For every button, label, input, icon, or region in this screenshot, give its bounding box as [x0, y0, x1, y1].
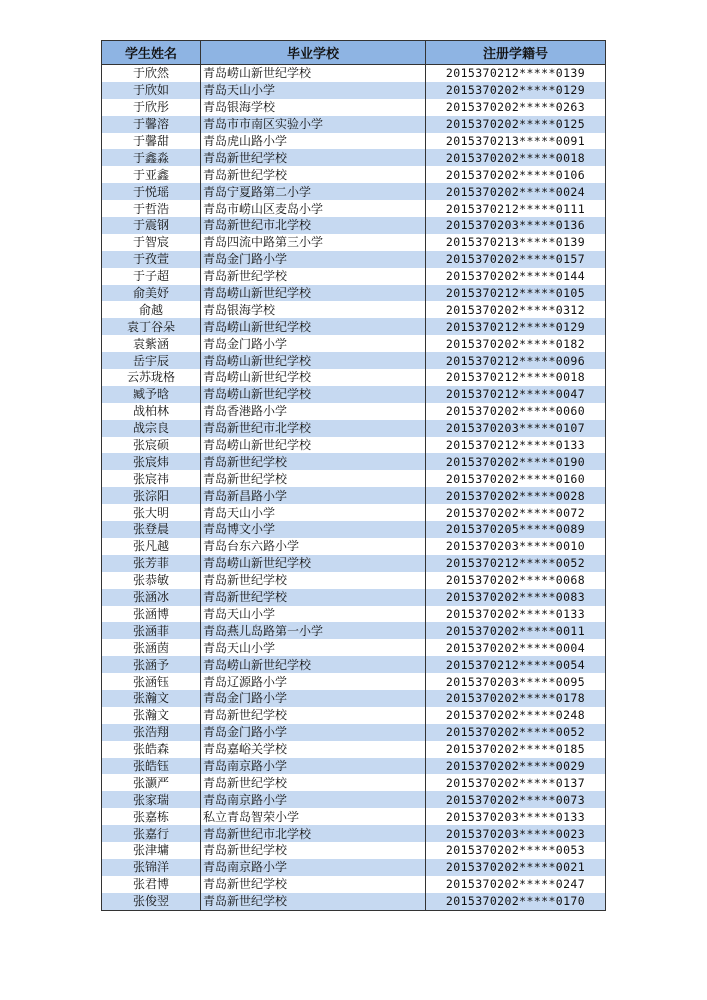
school-cell: 青岛南京路小学: [201, 859, 426, 876]
school-cell: 青岛新世纪市北学校: [201, 825, 426, 842]
student-name-cell: 张瀚文: [102, 690, 201, 707]
school-cell: 青岛市市南区实验小学: [201, 116, 426, 133]
registration-number-cell: 2015370202*****0247: [426, 876, 606, 893]
table-row: [102, 673, 606, 690]
table-row: [102, 386, 606, 403]
registration-number-cell: 2015370203*****0010: [426, 538, 606, 555]
table-row: [102, 808, 606, 825]
school-cell: 青岛崂山新世纪学校: [201, 352, 426, 369]
school-cell: 青岛博文小学: [201, 521, 426, 538]
registration-number-cell: 2015370202*****0011: [426, 622, 606, 639]
table-row: [102, 65, 606, 82]
registration-number-cell: 2015370212*****0018: [426, 369, 606, 386]
student-name-cell: 张君博: [102, 876, 201, 893]
school-cell: 青岛南京路小学: [201, 791, 426, 808]
table-row: [102, 639, 606, 656]
registration-number-cell: 2015370202*****0021: [426, 859, 606, 876]
student-name-cell: 于馨甜: [102, 133, 201, 150]
registration-number-cell: 2015370202*****0263: [426, 99, 606, 116]
registration-number-cell: 2015370202*****0072: [426, 504, 606, 521]
registration-number-cell: 2015370202*****0190: [426, 453, 606, 470]
table-row: [102, 99, 606, 116]
registration-number-cell: 2015370202*****0052: [426, 724, 606, 741]
registration-number-cell: 2015370212*****0047: [426, 386, 606, 403]
student-table-sheet: [101, 40, 605, 911]
school-cell: 青岛崂山新世纪学校: [201, 369, 426, 386]
school-cell: 青岛市崂山区麦岛小学: [201, 200, 426, 217]
table-body: [102, 65, 606, 911]
table-row: [102, 352, 606, 369]
school-cell: 青岛四流中路第三小学: [201, 234, 426, 251]
registration-number-cell: 2015370202*****0018: [426, 149, 606, 166]
table-row: [102, 842, 606, 859]
table-row: [102, 200, 606, 217]
student-name-cell: 于亚鑫: [102, 166, 201, 183]
student-name-cell: 俞美妤: [102, 285, 201, 302]
table-row: [102, 690, 606, 707]
student-name-cell: 于智宸: [102, 234, 201, 251]
student-name-cell: 张俊翌: [102, 893, 201, 910]
table-row: [102, 589, 606, 606]
registration-number-cell: 2015370202*****0178: [426, 690, 606, 707]
table-row: [102, 622, 606, 639]
school-cell: 青岛崂山新世纪学校: [201, 656, 426, 673]
student-name-cell: 于欣如: [102, 82, 201, 99]
student-name-cell: 于鑫淼: [102, 149, 201, 166]
header-student-name: 学生姓名: [102, 41, 201, 65]
student-name-cell: 袁紫涵: [102, 335, 201, 352]
table-row: [102, 707, 606, 724]
school-cell: 青岛银海学校: [201, 99, 426, 116]
header-registration-number: 注册学籍号: [426, 41, 606, 65]
registration-number-cell: 2015370202*****0144: [426, 268, 606, 285]
table-row: [102, 606, 606, 623]
student-name-cell: 张灏严: [102, 774, 201, 791]
student-name-cell: 张涵钰: [102, 673, 201, 690]
school-cell: 青岛香港路小学: [201, 403, 426, 420]
school-cell: 青岛崂山新世纪学校: [201, 65, 426, 82]
registration-number-cell: 2015370202*****0060: [426, 403, 606, 420]
student-name-cell: 张涵冰: [102, 589, 201, 606]
school-cell: 青岛新世纪学校: [201, 589, 426, 606]
student-name-cell: 张恭敏: [102, 572, 201, 589]
table-row: [102, 791, 606, 808]
table-row: [102, 133, 606, 150]
header-graduate-school: 毕业学校: [201, 41, 426, 65]
table-row: [102, 268, 606, 285]
registration-number-cell: 2015370212*****0133: [426, 437, 606, 454]
school-cell: 青岛新昌路小学: [201, 487, 426, 504]
student-name-cell: 于哲浩: [102, 200, 201, 217]
registration-number-cell: 2015370202*****0028: [426, 487, 606, 504]
table-row: [102, 470, 606, 487]
student-name-cell: 张津墉: [102, 842, 201, 859]
table-row: [102, 335, 606, 352]
registration-number-cell: 2015370212*****0129: [426, 318, 606, 335]
registration-number-cell: 2015370212*****0054: [426, 656, 606, 673]
school-cell: 青岛崂山新世纪学校: [201, 437, 426, 454]
table-row: [102, 656, 606, 673]
student-name-cell: 张涵茵: [102, 639, 201, 656]
school-cell: 青岛新世纪学校: [201, 166, 426, 183]
student-name-cell: 俞越: [102, 301, 201, 318]
registration-number-cell: 2015370202*****0004: [426, 639, 606, 656]
registration-number-cell: 2015370202*****0170: [426, 893, 606, 910]
registration-number-cell: 2015370203*****0023: [426, 825, 606, 842]
student-name-cell: 张宸炜: [102, 453, 201, 470]
registration-number-cell: 2015370202*****0137: [426, 774, 606, 791]
school-cell: 青岛新世纪学校: [201, 893, 426, 910]
registration-number-cell: 2015370202*****0083: [426, 589, 606, 606]
student-name-cell: 于馨溶: [102, 116, 201, 133]
student-name-cell: 张嘉行: [102, 825, 201, 842]
table-row: [102, 538, 606, 555]
student-name-cell: 臧予晗: [102, 386, 201, 403]
registration-number-cell: 2015370202*****0182: [426, 335, 606, 352]
school-cell: 私立青岛智荣小学: [201, 808, 426, 825]
school-cell: 青岛金门路小学: [201, 724, 426, 741]
student-name-cell: 张嘉栋: [102, 808, 201, 825]
registration-number-cell: 2015370202*****0053: [426, 842, 606, 859]
student-name-cell: 战柏林: [102, 403, 201, 420]
school-cell: 青岛天山小学: [201, 82, 426, 99]
table-row: [102, 724, 606, 741]
school-cell: 青岛新世纪学校: [201, 149, 426, 166]
table-row: [102, 166, 606, 183]
table-row: [102, 893, 606, 910]
registration-number-cell: 2015370202*****0133: [426, 606, 606, 623]
student-name-cell: 张登晨: [102, 521, 201, 538]
registration-number-cell: 2015370203*****0095: [426, 673, 606, 690]
school-cell: 青岛嘉峪关学校: [201, 741, 426, 758]
registration-number-cell: 2015370213*****0139: [426, 234, 606, 251]
table-header-row: [102, 41, 606, 65]
school-cell: 青岛崂山新世纪学校: [201, 386, 426, 403]
table-row: [102, 403, 606, 420]
registration-number-cell: 2015370202*****0185: [426, 741, 606, 758]
registration-number-cell: 2015370202*****0068: [426, 572, 606, 589]
school-cell: 青岛崂山新世纪学校: [201, 318, 426, 335]
school-cell: 青岛南京路小学: [201, 758, 426, 775]
registration-number-cell: 2015370212*****0052: [426, 555, 606, 572]
student-name-cell: 张锦洋: [102, 859, 201, 876]
table-row: [102, 741, 606, 758]
table-row: [102, 758, 606, 775]
school-cell: 青岛新世纪学校: [201, 774, 426, 791]
table-row: [102, 217, 606, 234]
school-cell: 青岛新世纪市北学校: [201, 217, 426, 234]
school-cell: 青岛新世纪学校: [201, 876, 426, 893]
student-name-cell: 张淙阳: [102, 487, 201, 504]
table-row: [102, 116, 606, 133]
table-row: [102, 876, 606, 893]
table-row: [102, 369, 606, 386]
school-cell: 青岛新世纪学校: [201, 842, 426, 859]
table-row: [102, 437, 606, 454]
student-name-cell: 于孜萱: [102, 251, 201, 268]
registration-number-cell: 2015370212*****0111: [426, 200, 606, 217]
school-cell: 青岛天山小学: [201, 504, 426, 521]
student-name-cell: 于悦瑶: [102, 183, 201, 200]
student-name-cell: 张瀚文: [102, 707, 201, 724]
table-row: [102, 301, 606, 318]
student-name-cell: 于欣然: [102, 65, 201, 82]
student-name-cell: 张涵博: [102, 606, 201, 623]
student-name-cell: 张大明: [102, 504, 201, 521]
school-cell: 青岛新世纪学校: [201, 707, 426, 724]
student-name-cell: 张涵予: [102, 656, 201, 673]
school-cell: 青岛辽源路小学: [201, 673, 426, 690]
school-cell: 青岛崂山新世纪学校: [201, 285, 426, 302]
school-cell: 青岛金门路小学: [201, 690, 426, 707]
table-row: [102, 149, 606, 166]
student-name-cell: 张宸祎: [102, 470, 201, 487]
student-name-cell: 于子超: [102, 268, 201, 285]
school-cell: 青岛新世纪学校: [201, 470, 426, 487]
registration-number-cell: 2015370202*****0248: [426, 707, 606, 724]
school-cell: 青岛天山小学: [201, 639, 426, 656]
table-row: [102, 251, 606, 268]
registration-number-cell: 2015370202*****0157: [426, 251, 606, 268]
student-name-cell: 张芳菲: [102, 555, 201, 572]
table-row: [102, 555, 606, 572]
registration-number-cell: 2015370212*****0096: [426, 352, 606, 369]
school-cell: 青岛银海学校: [201, 301, 426, 318]
table-row: [102, 825, 606, 842]
table-row: [102, 859, 606, 876]
student-name-cell: 岳宇辰: [102, 352, 201, 369]
table-row: [102, 521, 606, 538]
student-name-cell: 袁丁谷朵: [102, 318, 201, 335]
school-cell: 青岛金门路小学: [201, 335, 426, 352]
registration-number-cell: 2015370205*****0089: [426, 521, 606, 538]
registration-number-cell: 2015370202*****0312: [426, 301, 606, 318]
registration-number-cell: 2015370203*****0107: [426, 420, 606, 437]
school-cell: 青岛天山小学: [201, 606, 426, 623]
registration-number-cell: 2015370213*****0091: [426, 133, 606, 150]
student-name-cell: 于震钢: [102, 217, 201, 234]
school-cell: 青岛燕儿岛路第一小学: [201, 622, 426, 639]
table-row: [102, 453, 606, 470]
school-cell: 青岛新世纪学校: [201, 268, 426, 285]
student-name-cell: 于欣彤: [102, 99, 201, 116]
school-cell: 青岛新世纪学校: [201, 453, 426, 470]
school-cell: 青岛新世纪市北学校: [201, 420, 426, 437]
table-row: [102, 774, 606, 791]
student-name-cell: 张涵菲: [102, 622, 201, 639]
registration-number-cell: 2015370202*****0129: [426, 82, 606, 99]
student-name-cell: 张凡越: [102, 538, 201, 555]
school-cell: 青岛新世纪学校: [201, 572, 426, 589]
student-table: [101, 40, 606, 911]
school-cell: 青岛崂山新世纪学校: [201, 555, 426, 572]
student-name-cell: 张浩翔: [102, 724, 201, 741]
registration-number-cell: 2015370203*****0136: [426, 217, 606, 234]
student-name-cell: 张家瑞: [102, 791, 201, 808]
registration-number-cell: 2015370202*****0106: [426, 166, 606, 183]
student-name-cell: 张皓钰: [102, 758, 201, 775]
school-cell: 青岛金门路小学: [201, 251, 426, 268]
table-row: [102, 183, 606, 200]
registration-number-cell: 2015370202*****0024: [426, 183, 606, 200]
school-cell: 青岛虎山路小学: [201, 133, 426, 150]
registration-number-cell: 2015370202*****0073: [426, 791, 606, 808]
table-row: [102, 420, 606, 437]
table-row: [102, 487, 606, 504]
student-name-cell: 张宸硕: [102, 437, 201, 454]
table-row: [102, 572, 606, 589]
registration-number-cell: 2015370212*****0139: [426, 65, 606, 82]
table-row: [102, 504, 606, 521]
table-row: [102, 82, 606, 99]
registration-number-cell: 2015370202*****0125: [426, 116, 606, 133]
registration-number-cell: 2015370203*****0133: [426, 808, 606, 825]
student-name-cell: 战宗良: [102, 420, 201, 437]
registration-number-cell: 2015370212*****0105: [426, 285, 606, 302]
table-row: [102, 318, 606, 335]
school-cell: 青岛台东六路小学: [201, 538, 426, 555]
student-name-cell: 云苏珑格: [102, 369, 201, 386]
registration-number-cell: 2015370202*****0029: [426, 758, 606, 775]
registration-number-cell: 2015370202*****0160: [426, 470, 606, 487]
student-name-cell: 张皓森: [102, 741, 201, 758]
table-row: [102, 285, 606, 302]
table-row: [102, 234, 606, 251]
school-cell: 青岛宁夏路第二小学: [201, 183, 426, 200]
